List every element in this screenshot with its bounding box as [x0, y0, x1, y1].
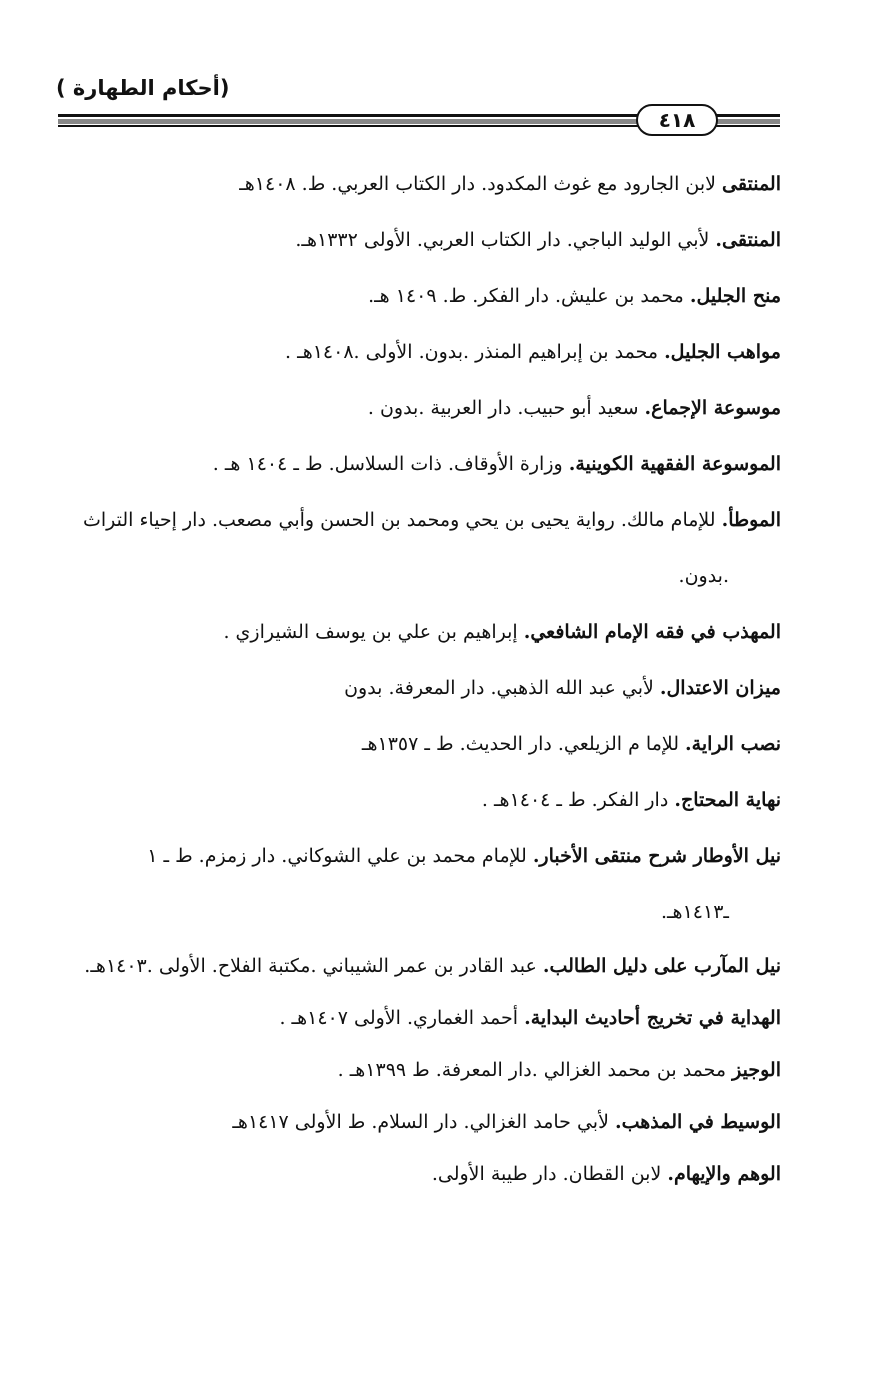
page-number-badge: ٤١٨: [636, 104, 718, 136]
bibliography-entry: [54, 212, 781, 268]
entry-text: لابن القطان. دار طيبة الأولى.: [431, 1163, 668, 1185]
entry-text: سعيد أبو حبيب. دار العربية .بدون .: [367, 397, 645, 419]
bibliography-entry: [54, 992, 781, 1044]
entry-text: وزارة الأوقاف. ذات السلاسل. ط ـ ١٤٠٤ هـ .: [212, 453, 569, 475]
bibliography-entry: [54, 492, 781, 548]
bibliography-entry: [54, 940, 781, 992]
bibliography-list: [54, 156, 781, 1200]
entry-text: للإمام مالك. رواية يحيى بن يحي ومحمد بن الحسن وأبي مصعب. دار إحياء التراث: [82, 509, 722, 531]
entry-text: دار الفكر. ط ـ ١٤٠٤هـ .: [481, 789, 675, 811]
entry-text: إبراهيم بن علي بن يوسف الشيرازي .: [223, 621, 524, 643]
entry-text: محمد بن محمد الغزالي .دار المعرفة. ط ١٣٩٩هـ .: [337, 1059, 733, 1081]
entry-text: أحمد الغماري. الأولى ١٤٠٧هـ .: [279, 1007, 525, 1029]
bibliography-entry: [54, 1044, 781, 1096]
bibliography-entry: [54, 716, 781, 772]
entry-title: الوسيط في المذهب.: [614, 1111, 781, 1133]
entry-title: الهداية في تخريج أحاديث البداية.: [524, 1007, 781, 1029]
bibliography-entry: [54, 268, 781, 324]
bibliography-entry-continuation: ـ١٤١٣هـ.: [660, 901, 729, 923]
entry-title: المنتقى.: [715, 229, 781, 251]
bibliography-entry-continuation: .بدون.: [678, 565, 729, 587]
entry-title: الموطأ.: [721, 509, 781, 531]
bibliography-entry: [54, 1148, 781, 1200]
page-header: [0, 0, 879, 140]
entry-title: الموسوعة الفقهية الكوينية.: [568, 453, 781, 475]
entry-title: ميزان الاعتدال.: [659, 677, 781, 699]
entry-title: مواهب الجليل.: [664, 341, 781, 363]
bibliography-entry: [54, 380, 781, 436]
bibliography-entry: [54, 660, 781, 716]
entry-text: للإما م الزيلعي. دار الحديث. ط ـ ١٣٥٧هـ: [361, 733, 686, 755]
entry-text: لابن الجارود مع غوث المكدود. دار الكتاب العربي. ط. ١٤٠٨هـ: [239, 173, 723, 195]
bibliography-entry: [54, 324, 781, 380]
entry-title: نصب الراية.: [685, 733, 781, 755]
bibliography-entry: [54, 1096, 781, 1148]
entry-title: الوهم والإيهام.: [667, 1163, 781, 1185]
entry-text: لأبي عبد الله الذهبي. دار المعرفة. بدون: [344, 677, 660, 699]
entry-text: للإمام محمد بن علي الشوكاني. دار زمزم. ط ـ ١: [147, 845, 533, 867]
entry-text: عبد القادر بن عمر الشيباني .مكتبة الفلاح. الأولى .١٤٠٣هـ.: [84, 955, 543, 977]
entry-title: الوجيز: [732, 1059, 781, 1081]
bibliography-entry: [54, 156, 781, 212]
bibliography-entry: [54, 436, 781, 492]
entry-title: نهاية المحتاج.: [674, 789, 781, 811]
entry-title: نيل الأوطار شرح منتقى الأخبار.: [532, 845, 781, 867]
entry-text: لأبي حامد الغزالي. دار السلام. ط الأولى ١٤١٧هـ: [232, 1111, 615, 1133]
bibliography-entry: [54, 828, 781, 884]
bibliography-entry: [54, 772, 781, 828]
entry-title: المهذب في فقه الإمام الشافعي.: [523, 621, 781, 643]
entry-text: محمد بن عليش. دار الفكر. ط. ١٤٠٩ هـ.: [368, 285, 690, 307]
entry-text: لأبي الوليد الباجي. دار الكتاب العربي. الأولى ١٣٣٢هـ.: [295, 229, 716, 251]
entry-title: موسوعة الإجماع.: [644, 397, 781, 419]
entry-title: نيل المآرب على دليل الطالب.: [542, 955, 781, 977]
running-head-title: (أحكام الطهارة ): [56, 76, 230, 100]
entry-text: محمد بن إبراهيم المنذر .بدون. الأولى .١٤٠٨هـ .: [285, 341, 665, 363]
bibliography-entry: [54, 604, 781, 660]
entry-title: منح الجليل.: [689, 285, 781, 307]
entry-title: المنتقى: [722, 173, 781, 195]
